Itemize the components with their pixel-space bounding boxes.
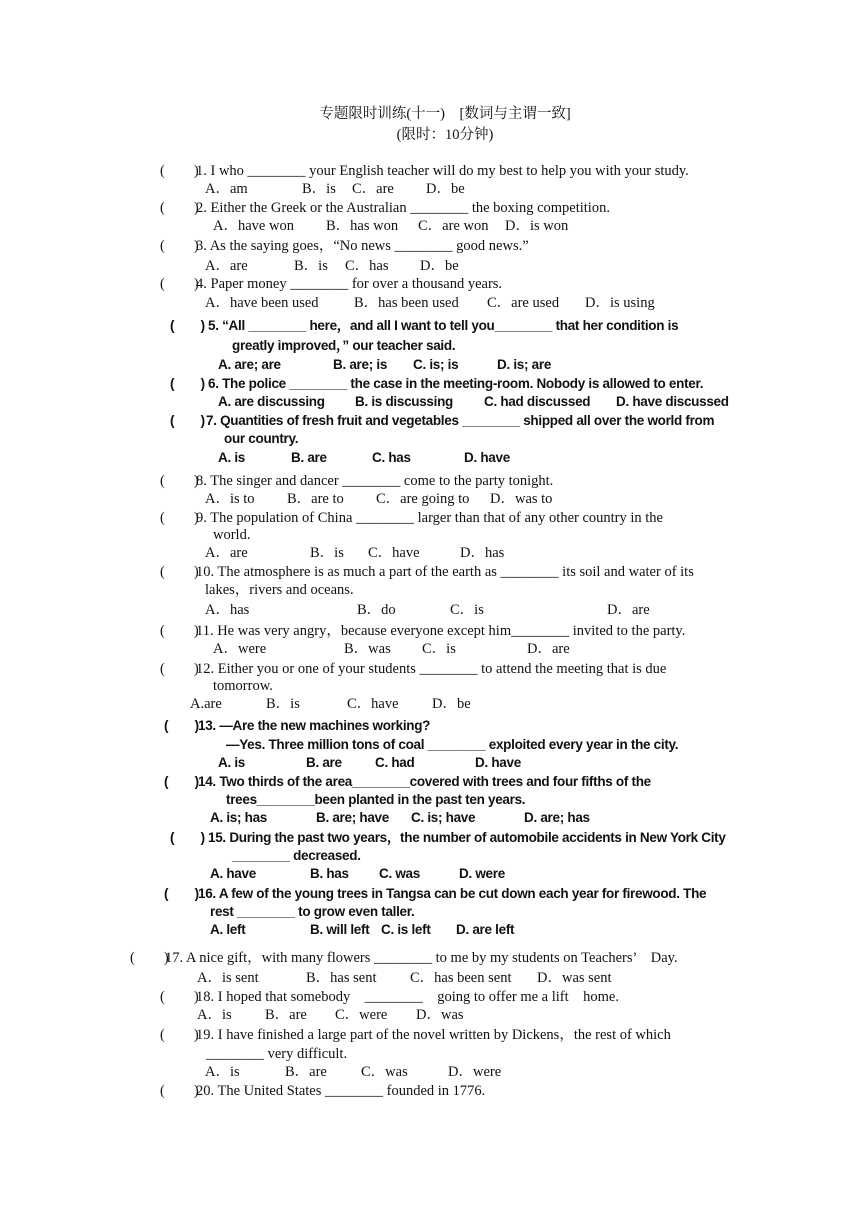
answer-blank[interactable]: ( ) <box>160 989 199 1005</box>
answer-option[interactable]: B．do <box>357 602 396 618</box>
answer-blank[interactable]: ( ) <box>170 376 205 391</box>
answer-blank[interactable]: ( ) <box>160 163 199 179</box>
worksheet-title: 专题限时训练(十一) [数词与主谓一致] <box>319 106 571 122</box>
question-stem: 6. The police ________ the case in the meeting-room. Nobody is allowed to enter. <box>208 376 704 391</box>
answer-blank[interactable]: ( ) <box>160 473 199 489</box>
answer-option[interactable]: C．were <box>335 1007 388 1023</box>
answer-blank[interactable]: ( ) <box>160 238 199 254</box>
question-stem: ________ very difficult. <box>206 1046 348 1062</box>
answer-option[interactable]: C．is <box>450 602 484 618</box>
answer-option[interactable]: A. is <box>218 450 246 465</box>
answer-option[interactable]: A．were <box>213 641 267 657</box>
question-stem: 5. “All ________ here，and all I want to tell you________ that her condition is <box>208 318 679 333</box>
question-stem: 8. The singer and dancer ________ come to the party tonight. <box>196 473 554 489</box>
answer-option[interactable]: D．has <box>460 545 505 561</box>
answer-option[interactable]: B．is <box>302 181 336 197</box>
answer-option[interactable]: C．have <box>347 696 399 712</box>
answer-option[interactable]: C. was <box>379 866 420 881</box>
question-stem: world. <box>213 527 251 543</box>
question-stem: 7. Quantities of fresh fruit and vegetables ________ shipped all over the world from <box>206 413 715 428</box>
answer-option[interactable]: B. is discussing <box>355 394 453 409</box>
question-stem: 14. Two thirds of the area________covered with trees and four fifths of the <box>198 774 651 789</box>
answer-option[interactable]: C. is left <box>381 922 431 937</box>
answer-blank[interactable]: ( ) <box>160 623 199 639</box>
answer-blank[interactable]: ( ) <box>170 318 205 333</box>
answer-blank[interactable]: ( ) <box>160 564 199 580</box>
answer-option[interactable]: C. is; is <box>413 357 459 372</box>
question-stem: 10. The atmosphere is as much a part of the earth as ________ its soil and water of its <box>196 564 694 580</box>
question-stem: 12. Either you or one of your students ________ to attend the meeting that is due <box>196 661 667 677</box>
answer-option[interactable]: A. left <box>210 922 246 937</box>
answer-option[interactable]: C．are <box>352 181 394 197</box>
question-stem: lakes，rivers and oceans. <box>205 582 354 598</box>
answer-option[interactable]: C．was <box>361 1064 408 1080</box>
answer-option[interactable]: D. have discussed <box>616 394 729 409</box>
question-stem: 2. Either the Greek or the Australian ________ the boxing competition. <box>196 200 610 216</box>
question-stem: —Yes. Three million tons of coal ________ exploited every year in the city. <box>226 737 679 752</box>
answer-blank[interactable]: ( ) <box>130 950 169 966</box>
answer-option[interactable]: D. are left <box>456 922 515 937</box>
answer-option[interactable]: C．are used <box>487 295 560 311</box>
question-stem: 20. The United States ________ founded in 1776. <box>196 1083 486 1099</box>
question-stem: 16. A few of the young trees in Tangsa can be cut down each year for firewood. The <box>198 886 707 901</box>
answer-blank[interactable]: ( ) <box>160 661 199 677</box>
answer-option[interactable]: B. has <box>310 866 349 881</box>
answer-option[interactable]: A．are <box>205 258 248 274</box>
answer-option[interactable]: B．has won <box>326 218 399 234</box>
answer-blank[interactable]: ( ) <box>160 276 199 292</box>
answer-option[interactable]: A．have won <box>213 218 294 234</box>
question-stem: tomorrow. <box>213 678 273 694</box>
answer-option[interactable]: A. are discussing <box>218 394 325 409</box>
question-stem: 9. The population of China ________ larger than that of any other country in the <box>196 510 663 526</box>
answer-option[interactable]: B．is <box>266 696 300 712</box>
question-stem: 19. I have finished a large part of the novel written by Dickens，the rest of which <box>196 1027 671 1043</box>
answer-option[interactable]: C. had <box>375 755 415 770</box>
answer-option[interactable]: C．are going to <box>376 491 470 507</box>
answer-option[interactable]: B．was <box>344 641 391 657</box>
answer-option[interactable]: C．have <box>368 545 420 561</box>
answer-option[interactable]: D．be <box>432 696 471 712</box>
answer-option[interactable]: B. are <box>306 755 342 770</box>
answer-option[interactable]: C．has <box>345 258 389 274</box>
question-stem: 1. I who ________ your English teacher will do my best to help you with your study. <box>196 163 689 179</box>
question-stem: 4. Paper money ________ for over a thousand years. <box>196 276 503 292</box>
question-stem: ________ decreased. <box>232 848 361 863</box>
answer-blank[interactable]: ( ) <box>160 200 199 216</box>
answer-option[interactable]: A．is to <box>205 491 255 507</box>
answer-option[interactable]: D. have <box>464 450 510 465</box>
answer-option[interactable]: A.are <box>190 696 222 712</box>
answer-option[interactable]: A．is <box>205 1064 240 1080</box>
answer-option[interactable]: B. will left <box>310 922 370 937</box>
answer-option[interactable]: D．are <box>607 602 650 618</box>
answer-option[interactable]: D. are; has <box>524 810 590 825</box>
answer-blank[interactable]: ( ) <box>170 830 205 845</box>
question-stem: rest ________ to grow even taller. <box>210 904 415 919</box>
answer-blank[interactable]: ( ) <box>160 510 199 526</box>
answer-blank[interactable]: ( ) <box>164 886 199 901</box>
answer-blank[interactable]: ( ) <box>164 774 199 789</box>
answer-option[interactable]: A. are; are <box>218 357 281 372</box>
answer-option[interactable]: B．are <box>285 1064 327 1080</box>
answer-option[interactable]: D．is won <box>505 218 569 234</box>
answer-option[interactable]: C．has been sent <box>410 970 512 986</box>
answer-blank[interactable]: ( ) <box>160 1083 199 1099</box>
answer-option[interactable]: D．was to <box>490 491 553 507</box>
answer-option[interactable]: B. are <box>291 450 327 465</box>
answer-option[interactable]: A．am <box>205 181 248 197</box>
time-limit: (限时：10分钟) <box>396 127 494 143</box>
answer-option[interactable]: A. have <box>210 866 256 881</box>
answer-option[interactable]: D．be <box>420 258 459 274</box>
question-stem: 15. During the past two years，the number of automobile accidents in New York City <box>208 830 726 845</box>
answer-option[interactable]: A. is <box>218 755 246 770</box>
answer-option[interactable]: D．be <box>426 181 465 197</box>
answer-option[interactable]: A．has <box>205 602 250 618</box>
answer-option[interactable]: B. are; is <box>333 357 388 372</box>
answer-option[interactable]: B．is <box>310 545 344 561</box>
answer-option[interactable]: C. is; have <box>411 810 476 825</box>
answer-option[interactable]: B．is <box>294 258 328 274</box>
answer-option[interactable]: B．are <box>265 1007 307 1023</box>
question-stem: trees________been planted in the past ten years. <box>226 792 526 807</box>
answer-option[interactable]: D．was sent <box>537 970 612 986</box>
answer-option[interactable]: D．were <box>448 1064 502 1080</box>
answer-option[interactable]: D. were <box>459 866 505 881</box>
answer-option[interactable]: C. has <box>372 450 411 465</box>
answer-option[interactable]: B. are; have <box>316 810 389 825</box>
answer-option[interactable]: D．was <box>416 1007 464 1023</box>
answer-option[interactable]: A．is sent <box>197 970 259 986</box>
answer-option[interactable]: B．has sent <box>306 970 377 986</box>
answer-option[interactable]: C. had discussed <box>484 394 591 409</box>
question-stem: 13. —Are the new machines working? <box>198 718 431 733</box>
answer-option[interactable]: D. is; are <box>497 357 552 372</box>
question-stem: greatly improved，” our teacher said. <box>232 338 456 353</box>
answer-blank[interactable]: ( ) <box>164 718 199 733</box>
answer-option[interactable]: A．are <box>205 545 248 561</box>
question-stem: 18. I hoped that somebody ________ going to offer me a lift home. <box>196 989 619 1005</box>
answer-option[interactable]: A. is; has <box>210 810 268 825</box>
answer-option[interactable]: B．are to <box>287 491 344 507</box>
answer-option[interactable]: D．are <box>527 641 570 657</box>
answer-option[interactable]: D．is using <box>585 295 655 311</box>
answer-option[interactable]: B．has been used <box>354 295 459 311</box>
answer-option[interactable]: A．have been used <box>205 295 319 311</box>
answer-option[interactable]: C．are won <box>418 218 489 234</box>
question-stem: 17. A nice gift，with many flowers ________ to me by my students on Teachers’ Day. <box>165 950 678 966</box>
question-stem: 3. As the saying goes，“No news ________ good news.” <box>196 238 529 254</box>
question-stem: 11. He was very angry，because everyone except him________ invited to the party. <box>196 623 686 639</box>
answer-option[interactable]: A．is <box>197 1007 232 1023</box>
answer-blank[interactable]: ( ) <box>160 1027 199 1043</box>
answer-blank[interactable]: ( ) <box>170 413 205 428</box>
answer-option[interactable]: D. have <box>475 755 521 770</box>
question-stem: our country. <box>224 431 299 446</box>
answer-option[interactable]: C．is <box>422 641 456 657</box>
